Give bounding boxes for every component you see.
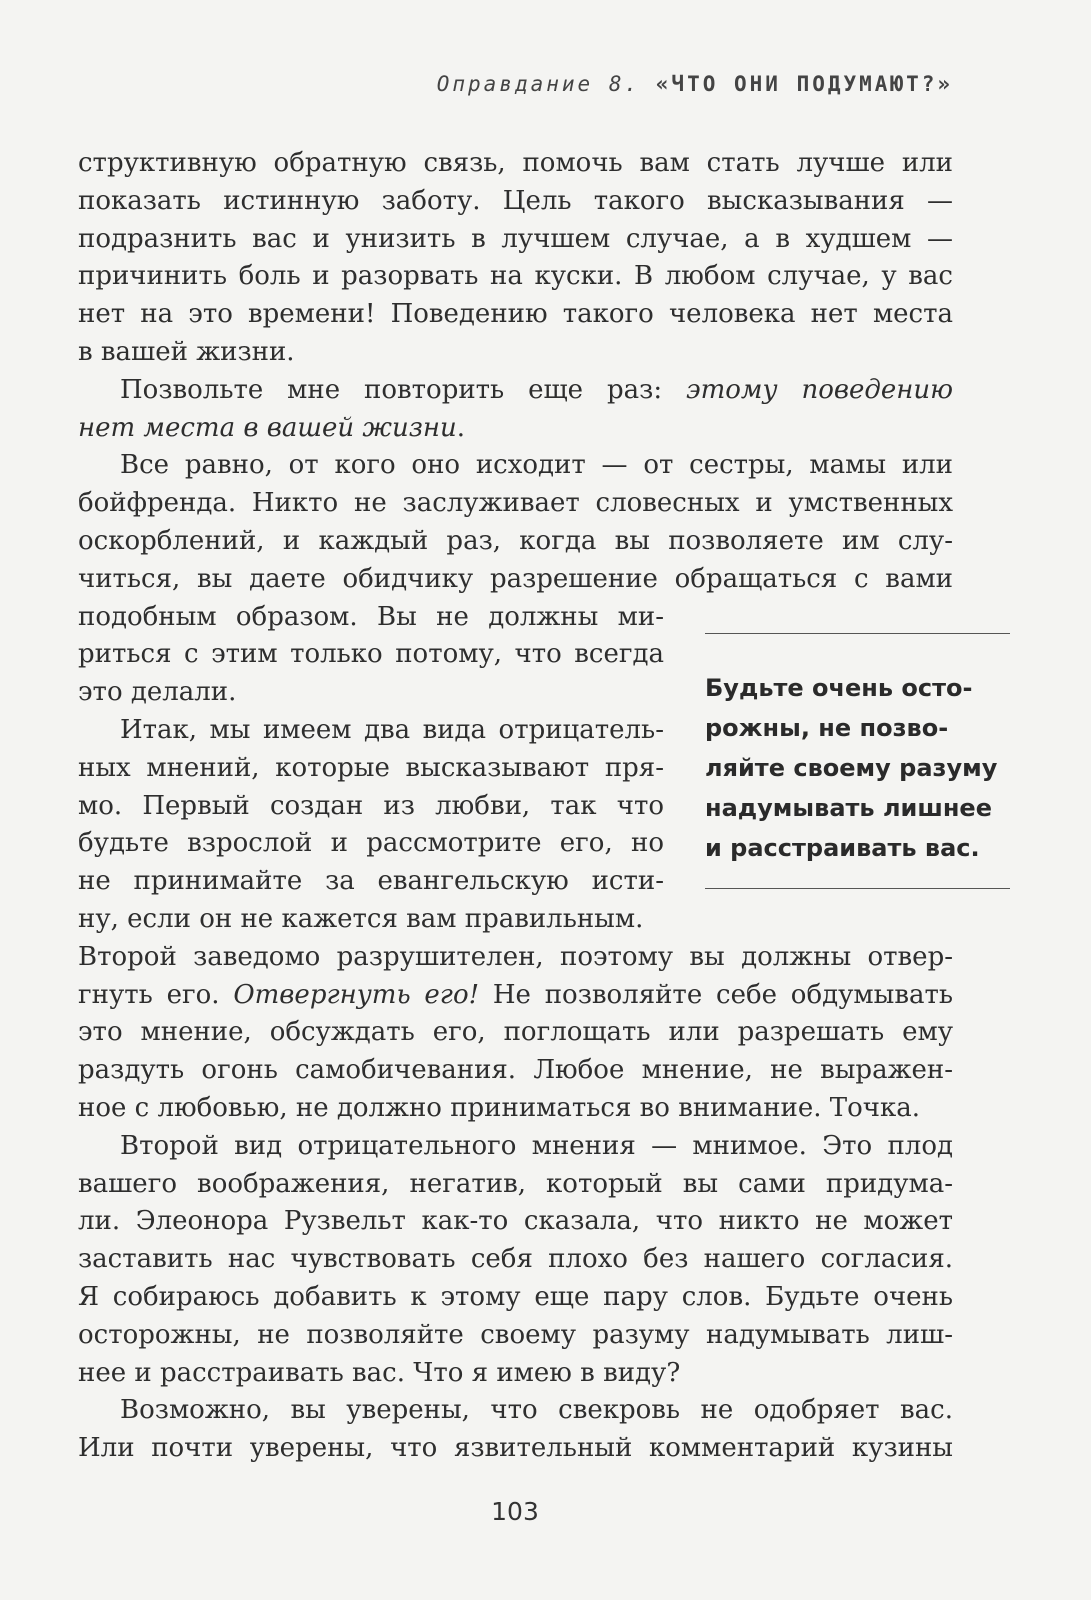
page-number: 103 [491, 1497, 539, 1526]
text-line: Или почти уверены, что язвительный комментарий кузины [78, 1433, 953, 1464]
text-line: оскорблений, и каждый раз, когда вы позволяете им слу- [78, 526, 953, 556]
text-line: будьте взрослой и рассмотрите его, но [78, 828, 664, 859]
text-line: это делали. [78, 677, 237, 708]
text-line: осторожны, не позволяйте своему разуму надумывать лиш- [78, 1319, 953, 1350]
text-line: подразнить вас и унизить в лучшем случае, а в худшем — [78, 223, 953, 254]
text-line: подобным образом. Вы не должны ми- [78, 601, 664, 632]
text-line: бойфренда. Никто не заслуживает словесных и умственных [78, 488, 953, 519]
chapter-label: Оправдание 8. [436, 72, 641, 96]
text-line: Я собираюсь добавить к этому еще пару слов. Будьте очень [78, 1282, 953, 1312]
text-line: заставить нас чувствовать себя плохо без нашего согласия. [78, 1244, 953, 1275]
text-line: ли. Элеонора Рузвельт как-то сказала, что никто не может [78, 1206, 953, 1237]
text-line: нет на это времени! Поведению такого человека нет места [78, 299, 953, 330]
text-line: это мнение, обсуждать его, поглощать или разрешать ему [78, 1017, 953, 1048]
text-line: причинить боль и разорвать на куски. В любом случае, у вас [78, 261, 953, 292]
text-line: не принимайте за евангельскую исти- [78, 866, 664, 897]
text-line: Все равно, от кого оно исходит — от сестры, мамы или [120, 450, 953, 481]
text-line: Позвольте мне повторить еще раз: этому поведению [120, 374, 953, 405]
text-line: гнуть его. Отвергнуть его! Не позволяйте себе обдумывать [78, 979, 953, 1010]
text-line: ных мнений, которые высказывают пря- [78, 752, 664, 783]
text-line: нее и расстраивать вас. Что я имею в виду? [78, 1357, 681, 1388]
text-line: Возможно, вы уверены, что свекровь не одобряет вас. [120, 1395, 953, 1426]
pull-quote-line: рожны, не позво- [705, 714, 949, 742]
text-line: ну, если он не кажется вам правильным. [78, 904, 644, 934]
running-head [80, 72, 953, 96]
pull-quote-line: ляйте своему разуму [705, 754, 998, 782]
text-line: Второй заведомо разрушителен, поэтому вы должны отвер- [78, 941, 953, 972]
pull-quote-line: Будьте очень осто- [705, 674, 973, 702]
text-line: структивную обратную связь, помочь вам стать лучше или [78, 148, 953, 178]
text-line: нет места в вашей жизни. [78, 412, 466, 443]
text-line: Итак, мы имеем два вида отрицатель- [120, 715, 664, 745]
text-line: Второй вид отрицательного мнения — мнимое. Это плод [120, 1130, 953, 1161]
text-line: читься, вы даете обидчику разрешение обращаться с вами [78, 563, 953, 594]
text-line: вашего воображения, негатив, который вы сами придума- [78, 1168, 953, 1199]
pull-quote-line: и расстраивать вас. [705, 834, 980, 862]
pull-quote [705, 633, 1010, 889]
text-line: в вашей жизни. [78, 337, 295, 367]
text-line: показать истинную заботу. Цель такого высказывания — [78, 185, 953, 216]
text-line: риться с этим только потому, что всегда [78, 639, 664, 670]
text-line: ное с любовью, не должно приниматься во внимание. Точка. [78, 1093, 921, 1123]
text-line: мо. Первый создан из любви, так что [78, 790, 664, 821]
pull-quote-line: надумывать лишнее [705, 794, 992, 822]
chapter-title: «ЧТО ОНИ ПОДУМАЮТ?» [655, 72, 953, 96]
text-line: раздуть огонь самобичевания. Любое мнение, не выражен- [78, 1055, 953, 1086]
